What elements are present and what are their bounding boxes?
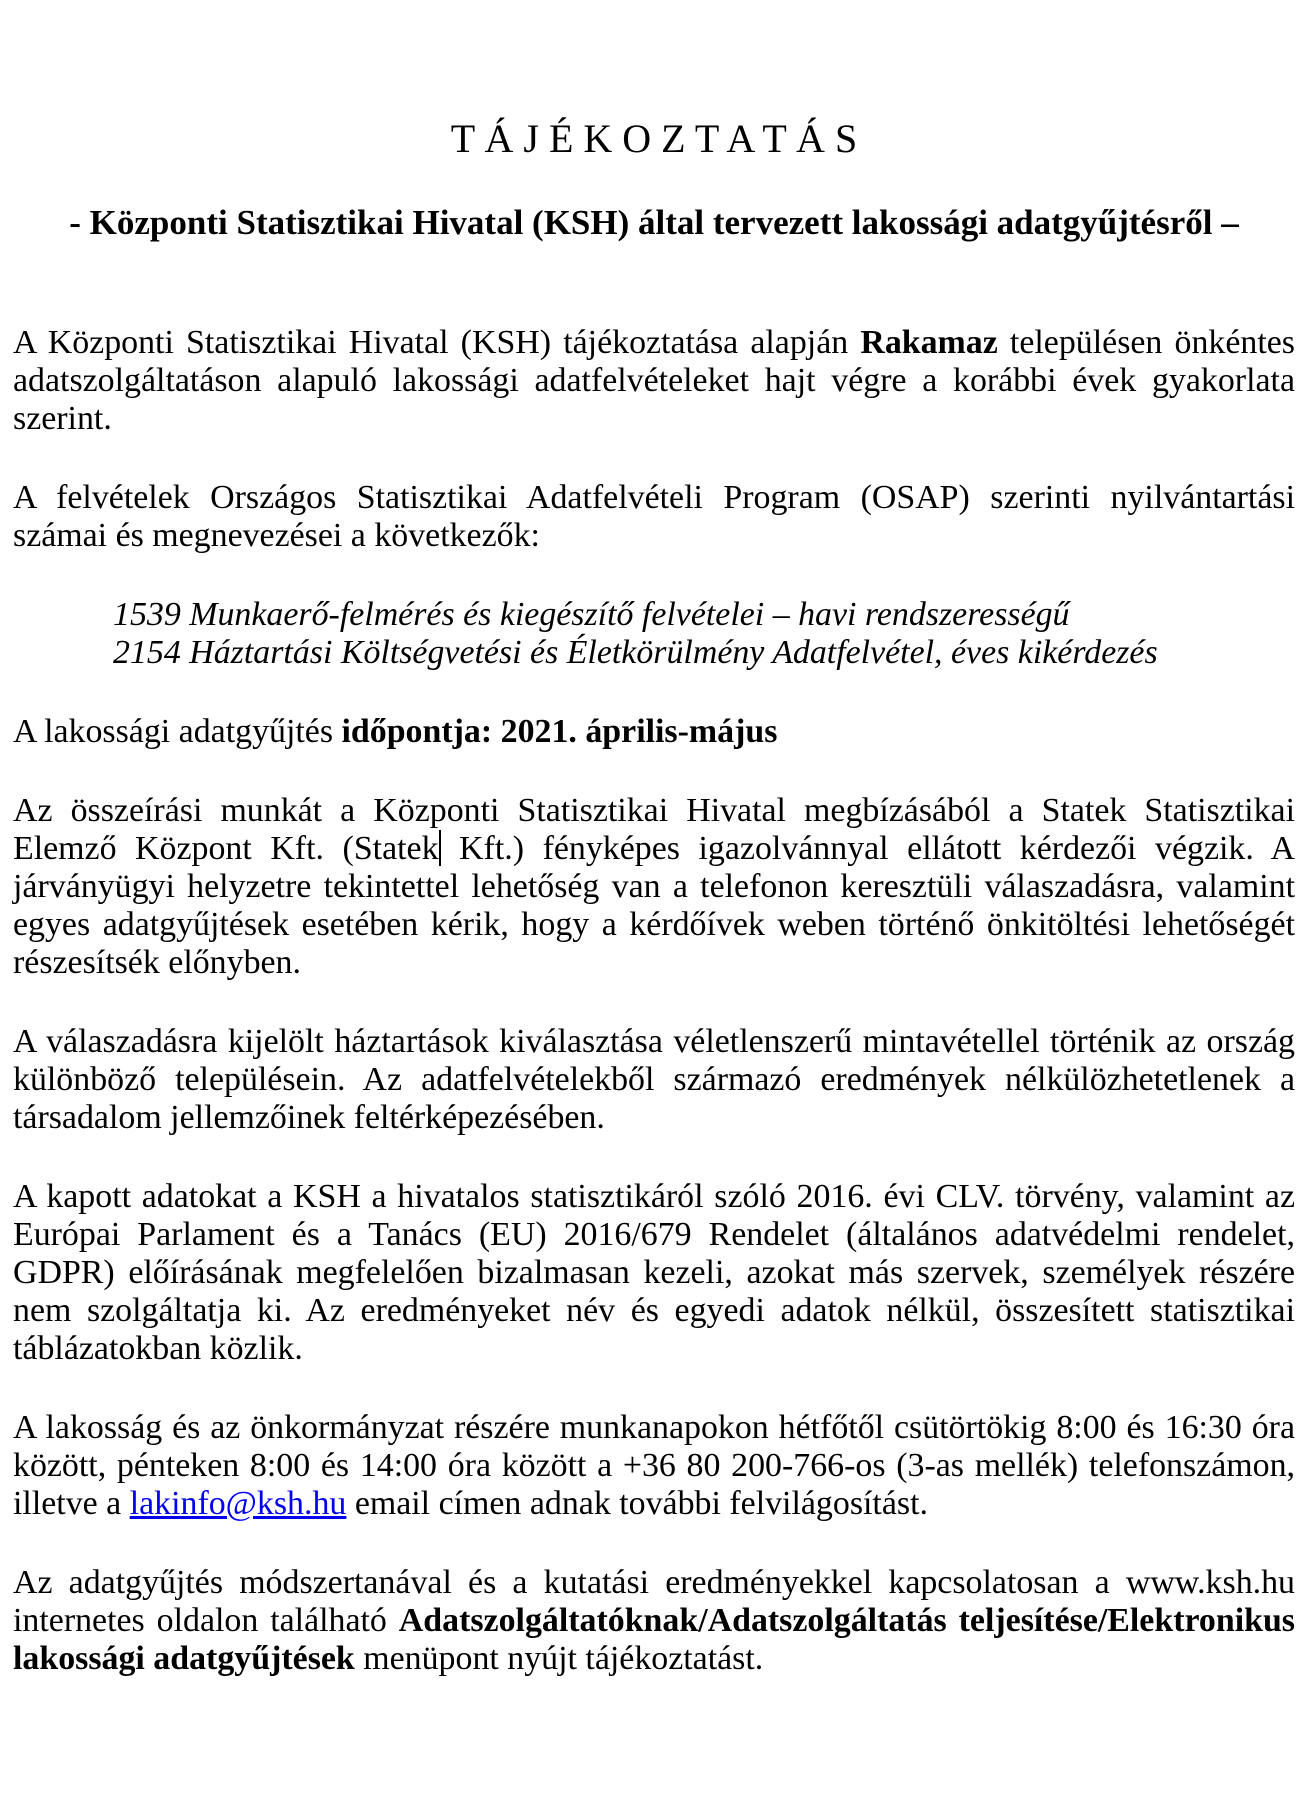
intro-text-post: településen önkéntes adatszolgáltatáson alapuló lakossági adatfelvételeket hajt végre a korábbi évek gyakorlata szerint. [13, 324, 1295, 437]
survey-item-1539: 1539 Munkaerő-felmérés és kiegészítő felvételei – havi rendszerességű [113, 596, 1070, 633]
interviewers-text-pre: Az összeírási munkát a Központi Statisztikai Hivatal megbízásából a Statek Statisztikai Elemző Központ Kft. (Statek [13, 792, 1295, 867]
paragraph-sampling: A válaszadásra kijelölt háztartások kiválasztása véletlenszerű mintavétellel történik az ország különböző településein. Az adatfelvételekből származó eredmények nélkülözhetetlenek a társadalom jellemzőinek feltérképezésében. [13, 1023, 1295, 1136]
paragraph-methodology [13, 1564, 1295, 1678]
paragraph-privacy: A kapott adatokat a KSH a hivatalos statisztikáról szóló 2016. évi CLV. törvény, valamint az Európai Parlament és a Tanács (EU) 2016/679 Rendelet (általános adatvédelmi rendelet, GDPR) előírásának megfelelően bizalmasan kezeli, azokat más szervek, személyek részére nem szolgáltatja ki. Az eredményeket név és egyedi adatok nélkül, összesített statisztikai táblázatokban közlik. [13, 1178, 1295, 1367]
paragraph-timing [13, 713, 1295, 751]
survey-item-2154: 2154 Háztartási Költségvetési és Életkörülmény Adatfelvétel, éves kikérdezés [113, 634, 1158, 671]
paragraph-intro [13, 324, 1295, 438]
town-name-bold: Rakamaz [860, 324, 998, 361]
document-title: T Á J É K O Z T A T Á S [450, 116, 858, 161]
survey-list [13, 596, 1295, 672]
contact-text-pre: A lakosság és az önkormányzat részére munkanapokon hétfőtől csütörtökig 8:00 és 16:30 óra között, pénteken 8:00 és 14:00 óra között a +36 80 200-766-os (3-as mellék) telefonszámon, illetve a [13, 1409, 1295, 1522]
intro-text-pre: A Központi Statisztikai Hivatal (KSH) tájékoztatása alapján [13, 324, 861, 361]
methodology-text-pre: Az adatgyűjtés módszertanával és a kutatási eredményekkel kapcsolatosan a www.ksh.hu internetes oldalon található [13, 1564, 1295, 1639]
paragraph-contact [13, 1409, 1295, 1523]
menu-path-bold: Adatszolgáltatóknak/Adatszolgáltatás teljesítése/Elektronikus lakossági adatgyűjtések [13, 1602, 1295, 1677]
paragraph-interviewers [13, 792, 1295, 982]
document-subtitle: - Központi Statisztikai Hivatal (KSH) által tervezett lakossági adatgyűjtésről – [69, 203, 1239, 242]
methodology-text-post: menüpont nyújt tájékoztatást. [354, 1640, 764, 1677]
paragraph-osap: A felvételek Országos Statisztikai Adatfelvételi Program (OSAP) szerinti nyilvántartási számai és megnevezései a következők: [13, 479, 1295, 554]
timing-text-pre: A lakossági adatgyűjtés [13, 713, 342, 750]
contact-text-post: email címen adnak további felvilágosítást. [346, 1485, 928, 1522]
interviewers-text-post: Kft.) fényképes igazolvánnyal ellátott kérdezői végzik. A járványügyi helyzetre tekintettel lehetőség van a telefonon keresztüli válaszadásra, valamint egyes adatgyűjtések esetében kérik, hogy a kérdőívek weben történő önkitöltési lehetőségét részesítsék előnyben. [13, 830, 1295, 981]
timing-date-bold: időpontja: 2021. április-május [341, 713, 778, 750]
email-link[interactable]: lakinfo@ksh.hu [129, 1485, 347, 1522]
